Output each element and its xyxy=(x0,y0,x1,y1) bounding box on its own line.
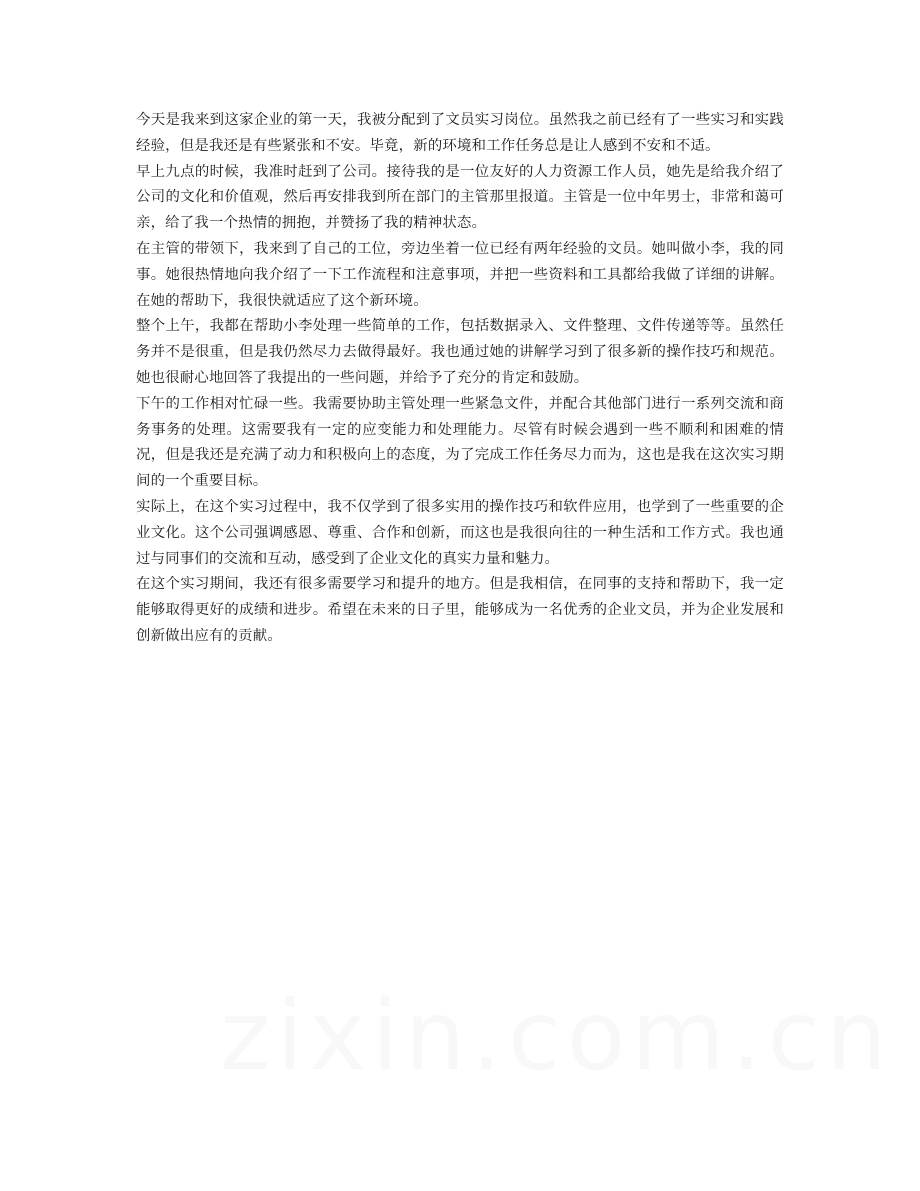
watermark xyxy=(220,980,700,1092)
paragraph-2: 早上九点的时候，我准时赶到了公司。接待我的是一位友好的人力资源工作人员，她先是给我介绍了公司的文化和价值观，然后再安排我到所在部门的主管那里报道。主管是一位中年男士，非常和蔼可亲，给了我一个热情的拥抱，并赞扬了我的精神状态。 xyxy=(136,163,784,232)
paragraph-6: 实际上，在这个实习过程中，我不仅学到了很多实用的操作技巧和软件应用，也学到了一些重要的企业文化。这个公司强调感恩、尊重、合作和创新，而这也是我很向往的一种生活和工作方式。我也通过与同事们的交流和互动，感受到了企业文化的真实力量和魅力。 xyxy=(136,498,784,567)
paragraph-3: 在主管的带领下，我来到了自己的工位，旁边坐着一位已经有两年经验的文员。她叫做小李，我的同事。她很热情地向我介绍了一下工作流程和注意事项，并把一些资料和工具都给我做了详细的讲解。在她的帮助下，我很快就适应了这个新环境。 xyxy=(136,240,784,309)
paragraph-5: 下午的工作相对忙碌一些。我需要协助主管处理一些紧急文件，并配合其他部门进行一系列交流和商务事务的处理。这需要我有一定的应变能力和处理能力。尽管有时候会遇到一些不顺利和困难的情况，但是我还是充满了动力和积极向上的态度，为了完成工作任务尽力而为，这也是我在这次实习期间的一个重要目标。 xyxy=(136,395,784,490)
paragraph-1: 今天是我来到这家企业的第一天，我被分配到了文员实习岗位。虽然我之前已经有了一些实习和实践经验，但是我还是有些紧张和不安。毕竟，新的环境和工作任务总是让人感到不安和不适。 xyxy=(136,112,784,154)
document-body xyxy=(136,108,784,650)
paragraph-4: 整个上午，我都在帮助小李处理一些简单的工作，包括数据录入、文件整理、文件传递等等。虽然任务并不是很重，但是我仍然尽力去做得最好。我也通过她的讲解学习到了很多新的操作技巧和规范。她也很耐心地回答了我提出的一些问题，并给予了充分的肯定和鼓励。 xyxy=(136,318,784,386)
paragraph-7: 在这个实习期间，我还有很多需要学习和提升的地方。但是我相信，在同事的支持和帮助下，我一定能够取得更好的成绩和进步。希望在未来的日子里，能够成为一名优秀的企业文员，并为企业发展和创新做出应有的贡献。 xyxy=(136,576,784,644)
